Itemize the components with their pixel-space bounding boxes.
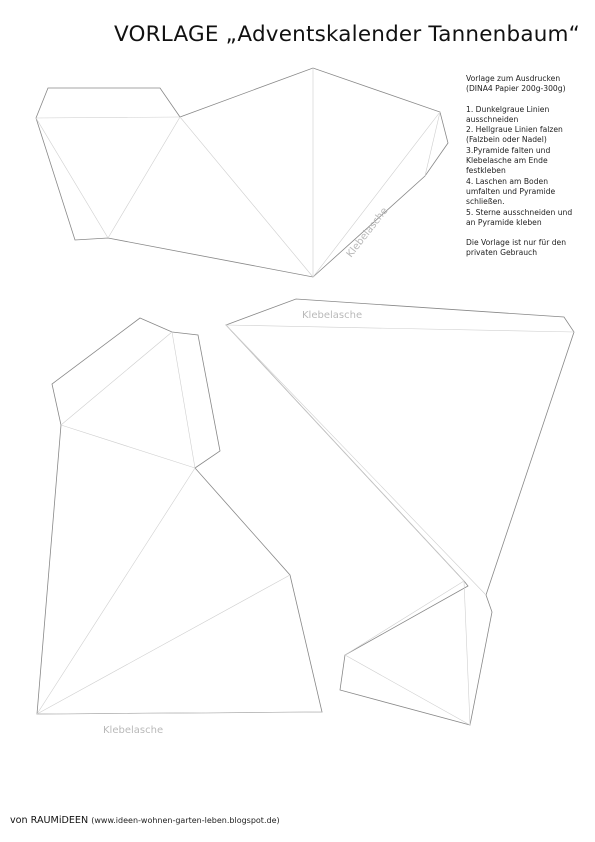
instructions-note: Die Vorlage ist nur für den privaten Gebrauch xyxy=(466,238,567,258)
net-top-outline xyxy=(36,68,448,277)
footer-url: (www.ideen-wohnen-garten-leben.blogspot.de) xyxy=(91,816,280,825)
glue-tab-label: Klebelasche xyxy=(103,725,164,736)
pyramid-net-top xyxy=(36,68,448,277)
glue-tab-label: Klebelasche xyxy=(302,310,363,321)
footer-credit xyxy=(10,815,280,826)
instructions-intro: Vorlage zum Ausdrucken (DINA4 Papier 200g-300g) xyxy=(466,74,566,94)
pyramid-net-right xyxy=(226,299,574,725)
page-title: VORLAGE „Adventskalender Tannenbaum“ xyxy=(114,22,581,47)
footer-author: von RAUMiDEEN xyxy=(10,815,89,826)
glue-tab-label: Klebelasche xyxy=(344,205,391,260)
instructions-steps: 1. Dunkelgraue Linien ausschneiden 2. Hellgraue Linien falzen (Falzbein oder Nadel) 3.Pyramide falten und Klebelasche am Ende festkleben 4. Laschen am Boden umfalten und Pyramide schließen. 5. Sterne ausschneiden und an Pyramide kleben xyxy=(466,104,573,227)
